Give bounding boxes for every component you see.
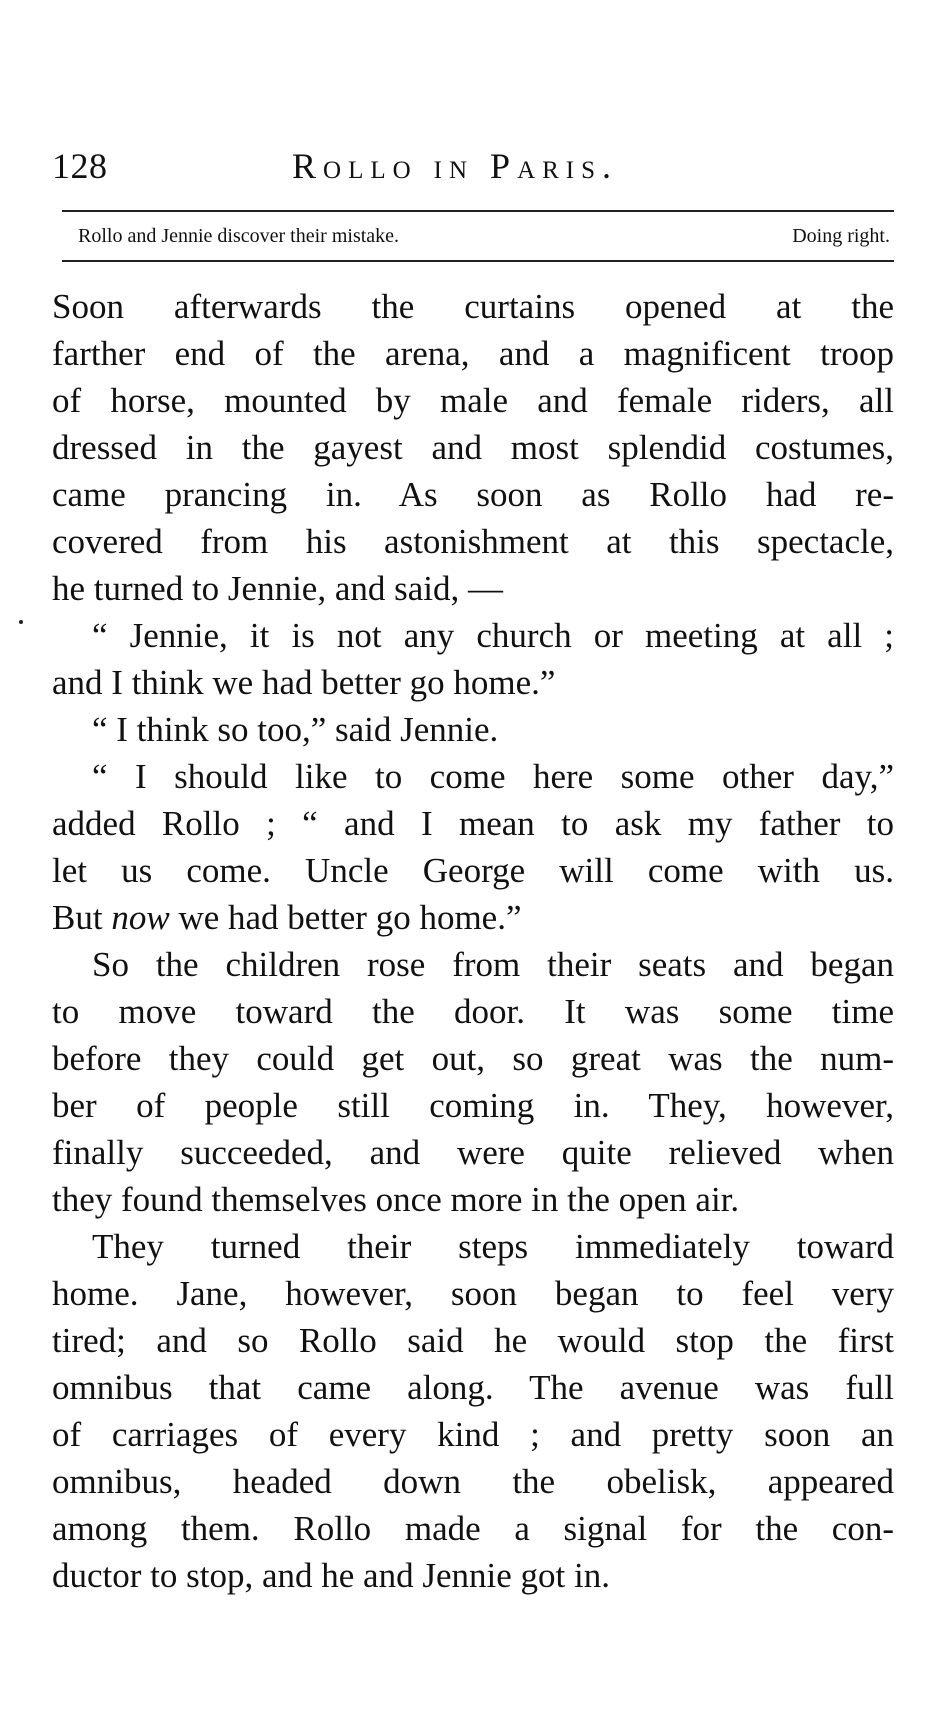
header-rule-bottom	[62, 260, 894, 262]
text-line: let us come. Uncle George will come with us.	[52, 851, 894, 890]
text-line: added Rollo ; “ and I mean to ask my father to	[52, 804, 894, 843]
text-line: to move toward the door. It was some time	[52, 992, 894, 1031]
text-line: But now we had better go home.”	[52, 898, 522, 937]
running-head	[52, 142, 892, 190]
text-line: before they could get out, so great was the num-	[52, 1039, 894, 1078]
subhead-left-caption: Rollo and Jennie discover their mistake.	[78, 225, 400, 247]
body-text	[52, 283, 894, 1599]
text-line: covered from his astonishment at this spectacle,	[52, 522, 894, 561]
text-line: “ I should like to come here some other day,”	[92, 757, 894, 796]
text-line: ductor to stop, and he and Jennie got in.	[52, 1556, 610, 1595]
text-line: dressed in the gayest and most splendid costumes,	[52, 428, 894, 467]
text-line: They turned their steps immediately toward	[92, 1227, 894, 1266]
text-line: of carriages of every kind ; and pretty soon an	[52, 1415, 894, 1454]
page-number: 128	[52, 146, 108, 186]
text-line: omnibus that came along. The avenue was full	[52, 1368, 894, 1407]
text-line: he turned to Jennie, and said, —	[52, 569, 504, 608]
emphasized-word: now	[111, 898, 170, 937]
text-line: home. Jane, however, soon began to feel very	[52, 1274, 894, 1313]
text-line: omnibus, headed down the obelisk, appeared	[52, 1462, 894, 1501]
text-line: farther end of the arena, and a magnificent troop	[52, 334, 894, 373]
text-line: among them. Rollo made a signal for the con-	[52, 1509, 894, 1548]
subhead-right-caption: Doing right.	[792, 225, 890, 247]
text-line: and I think we had better go home.”	[52, 663, 556, 702]
text-line: of horse, mounted by male and female riders, all	[52, 381, 894, 420]
text-line: Soon afterwards the curtains opened at the	[52, 287, 894, 326]
text-line: ber of people still coming in. They, however,	[52, 1086, 894, 1125]
text-line: finally succeeded, and were quite relieved when	[52, 1133, 894, 1172]
book-title: Rollo in Paris.	[292, 146, 619, 186]
text-line: tired; and so Rollo said he would stop the first	[52, 1321, 894, 1360]
text-line: “ Jennie, it is not any church or meeting at all ;	[92, 616, 894, 655]
header-rule-top	[62, 210, 894, 212]
margin-speck	[19, 620, 23, 624]
text-line: “ I think so too,” said Jennie.	[92, 710, 499, 749]
section-subhead	[78, 222, 890, 250]
text-line: they found themselves once more in the open air.	[52, 1180, 740, 1219]
text-line: came prancing in. As soon as Rollo had re-	[52, 475, 894, 514]
text-line: So the children rose from their seats and began	[92, 945, 894, 984]
